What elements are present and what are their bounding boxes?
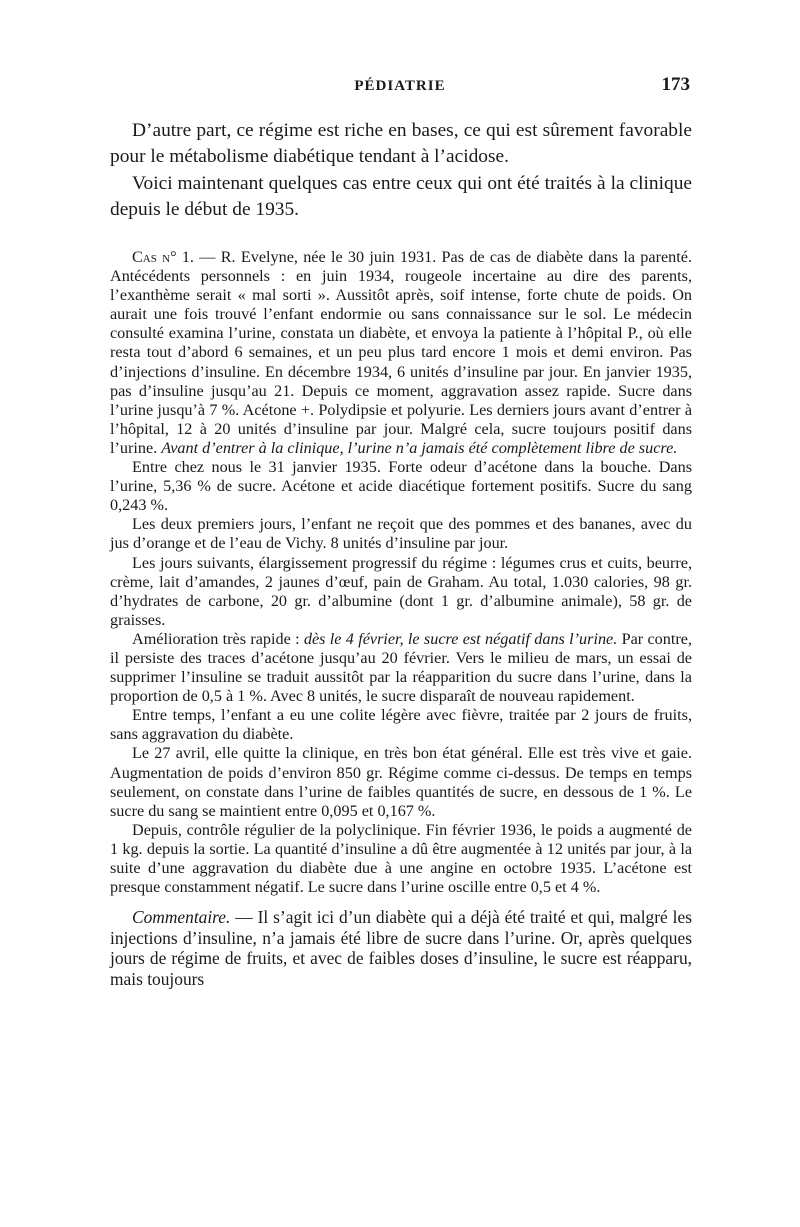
intro-paragraph-1: D’autre part, ce régime est riche en bases, ce qui est sûrement favorable pour le métabolisme diabétique tendant à l’acidose. [110, 120, 692, 167]
case-1-label: Cas n° 1. [132, 248, 194, 266]
case-1-paragraph-6: Entre temps, l’enfant a eu une colite légère avec fièvre, traitée par 2 jours de fruits, sans aggravation du diabète. [110, 706, 692, 744]
page-header [0, 74, 800, 102]
case-1-history-italic: Avant d’entrer à la clinique, l’urine n’a jamais été complètement libre de sucre. [161, 438, 678, 457]
commentary-section [110, 907, 692, 989]
case-1-paragraph-3: Les deux premiers jours, l’enfant ne reçoit que des pommes et des bananes, avec du jus d’orange et de l’eau de Vichy. 8 unités d’insuline par jour. [110, 515, 692, 553]
page-body [110, 118, 692, 990]
case-1-paragraph-1 [110, 248, 692, 458]
case-1-p5-italic: dès le 4 février, le sucre est négatif dans l’urine. [303, 629, 618, 648]
case-1-p5-start: Amélioration très rapide : [132, 629, 304, 648]
commentary-text: — Il s’agit ici d’un diabète qui a déjà été traité et qui, malgré les injections d’insuline, n’a jamais été libre de sucre dans l’urine. Or, après quelques jours de régime de fruits, et avec de faibles doses d’insuline, le sucre est réapparu, mais toujours [110, 907, 692, 989]
intro-paragraph-2: Voici maintenant quelques cas entre ceux qui ont été traités à la clinique depuis le début de 1935. [110, 173, 692, 220]
case-1-p5-end: Par contre, il persiste des traces d’acétone jusqu’au 20 février. Vers le milieu de mars, un essai de supprimer l’insuline se traduit aussitôt par la réapparition du sucre dans l’urine, dans la proportion de 0,5 à 1 %. Avec 8 unités, le sucre disparaît de nouveau rapidement. [110, 629, 692, 706]
commentary-label: Commentaire. [132, 907, 231, 928]
case-1-paragraph-7: Le 27 avril, elle quitte la clinique, en très bon état général. Elle est très vive et gaie. Augmentation de poids d’environ 850 gr. Régime comme ci-dessus. De temps en temps seulement, on constate dans l’urine de faibles quantités de sucre, en dessous de 1 %. Le sucre du sang se maintient entre 0,095 et 0,167 %. [110, 744, 692, 820]
page-number: 173 [661, 74, 690, 95]
case-1-paragraph-8: Depuis, contrôle régulier de la polyclinique. Fin février 1936, le poids a augmenté de 1 kg. depuis la sortie. La quantité d’insuline a dû être augmentée à 12 unités par jour, à la suite d’une aggravation du diabète due à une angine en octobre 1935. L’acétone est presque constamment négatif. Le sucre dans l’urine oscille entre 0,5 et 4 %. [110, 820, 692, 897]
case-1-section [110, 248, 692, 897]
case-1-paragraph-4: Les jours suivants, élargissement progressif du régime : légumes crus et cuits, beurre, crème, lait d’amandes, 2 jaunes d’œuf, pain de Graham. Au total, 1.030 calories, 98 gr. d’hydrates de carbone, 20 gr. d’albumine (dont 1 gr. d’albumine animale), 58 gr. de graisses. [110, 553, 692, 629]
running-title: PÉDIATRIE [354, 78, 446, 94]
case-1-paragraph-2: Entre chez nous le 31 janvier 1935. Forte odeur d’acétone dans la bouche. Dans l’urine, 5,36 % de sucre. Acétone et acide diacétique fortement positifs. Sucre du sang 0,243 %. [110, 458, 692, 515]
commentary-paragraph [110, 907, 692, 989]
case-1-paragraph-5 [110, 630, 692, 706]
case-1-history: — R. Evelyne, née le 30 juin 1931. Pas de cas de diabète dans la parenté. Antécédents personnels : en juin 1934, rougeole incertaine au dire des parents, l’exanthème serait « mal sorti ». Aussitôt après, soif intense, forte chute de poids. On aurait une fois trouvé l’enfant endormie ou sans connaissance sur le sol. Le médecin consulté examina l’urine, constata un diabète, et envoya la patiente à l’hôpital P., où elle resta tout d’abord 6 semaines, et un peu plus tard encore 1 mois et demi environ. Pas d’injections d’insuline. En décembre 1934, 6 unités d’insuline par jour. En janvier 1935, pas d’insuline jusqu’au 21. Depuis ce moment, aggravation assez rapide. Sucre dans l’urine jusqu’à 7 %. Acétone +. Polydipsie et polyurie. Les derniers jours avant d’entrer à l’hôpital, 12 à 20 unités d’insuline par jour. Malgré cela, sucre toujours positif dans l’urine. [110, 248, 692, 457]
